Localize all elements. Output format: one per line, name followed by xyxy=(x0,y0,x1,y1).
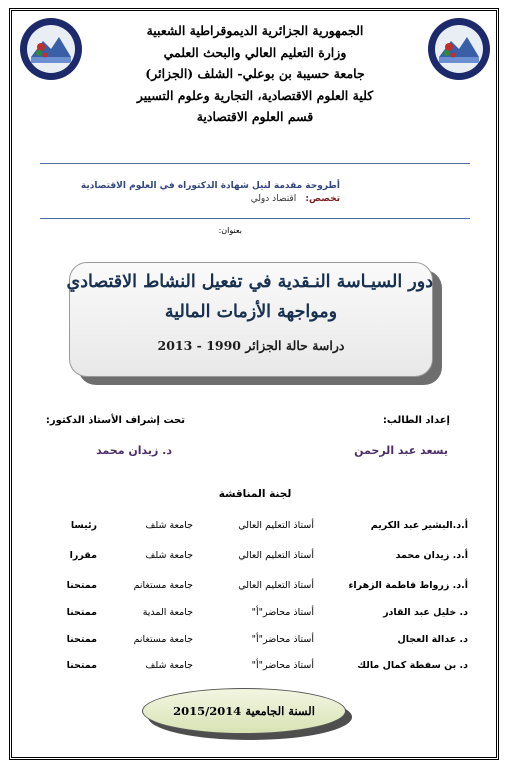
thesis-title-line-2: ومواجهة الأزمات المالية xyxy=(164,302,338,322)
committee-row xyxy=(0,580,510,600)
supervision-label: تحت إشراف الأستاذ الدكتور: xyxy=(45,415,185,426)
member-role: ممتحنا xyxy=(66,580,97,591)
member-name: أ.د. زيدان محمد xyxy=(395,550,468,561)
supervisor-name: د. زيدان محمد xyxy=(96,444,172,457)
member-university: جامعة المدية xyxy=(142,607,193,618)
divider xyxy=(40,218,470,219)
member-university: جامعة مستغانم xyxy=(133,580,193,591)
header-line: جامعة حسيبة بن بوعلي- الشلف (الجزائر) xyxy=(145,66,365,81)
committee-row xyxy=(0,660,510,680)
member-name: د. خليل عبد القادر xyxy=(383,607,468,618)
member-rank: أستاذ محاضر"أ" xyxy=(251,607,314,618)
member-name: أ.د. زرواط فاطمة الزهراء xyxy=(348,580,468,591)
header-line: الجمهورية الجزائرية الديموقراطية الشعبية xyxy=(146,23,364,38)
member-university: جامعة شلف xyxy=(145,520,193,531)
thesis-description: أطروحة مقدمة لنيل شهادة الدكتوراه في العلوم الاقتصادية xyxy=(80,181,340,191)
thesis-title-line-1: دور السيـاسة النـقدية في تفعيل النشاط الاقتصادي xyxy=(66,272,433,292)
member-rank: أستاذ التعليم العالي xyxy=(238,520,314,531)
specialization-value: اقتصاد دولي xyxy=(250,194,297,204)
specialization-label: تخصص: xyxy=(305,194,340,204)
member-university: جامعة شلف xyxy=(145,550,193,561)
member-role: ممتحنا xyxy=(66,607,97,618)
committee-row xyxy=(0,634,510,654)
divider xyxy=(40,163,470,164)
member-name: أ.د.البشير عبد الكريم xyxy=(370,520,468,531)
member-university: جامعة شلف xyxy=(145,660,193,671)
member-name: د. عدالة العجال xyxy=(397,634,468,645)
committee-row xyxy=(0,520,510,540)
member-rank: أستاذ التعليم العالي xyxy=(238,550,314,561)
member-university: جامعة مستغانم xyxy=(133,634,193,645)
header-line: قسم العلوم الاقتصادية xyxy=(196,109,314,124)
prepared-by-label: إعداد الطالب: xyxy=(382,415,450,426)
university-seal-icon xyxy=(19,17,83,81)
university-seal-icon xyxy=(427,17,491,81)
committee-row xyxy=(0,607,510,627)
institution-header xyxy=(80,20,430,128)
member-name: د. بن سفطة كمال مالك xyxy=(357,660,468,671)
committee-row xyxy=(0,550,510,570)
member-rank: أستاذ محاضر"أ" xyxy=(251,660,314,671)
header-line: وزارة التعليم العالي والبحث العلمي xyxy=(163,44,347,60)
titled-label: بعنوان: xyxy=(218,226,242,235)
committee-title: لجنة المناقشة xyxy=(218,488,292,500)
member-role: ممتحنا xyxy=(66,660,97,671)
header-line: كلية العلوم الاقتصادية، التجارية وعلوم التسيير xyxy=(136,87,374,103)
member-role: مقررا xyxy=(69,550,97,561)
member-role: ممتحنا xyxy=(66,634,97,645)
thesis-case-study: دراسة حالة الجزائر 1990 - 2013 xyxy=(157,338,345,353)
member-role: رئيسا xyxy=(70,520,97,531)
member-rank: أستاذ التعليم العالي xyxy=(238,580,314,591)
student-name: يسعد عبد الرحمن xyxy=(354,444,448,457)
specialization xyxy=(251,194,340,204)
academic-year: السنة الجامعية 2015/2014 xyxy=(142,688,346,734)
member-rank: أستاذ محاضر"أ" xyxy=(251,634,314,645)
